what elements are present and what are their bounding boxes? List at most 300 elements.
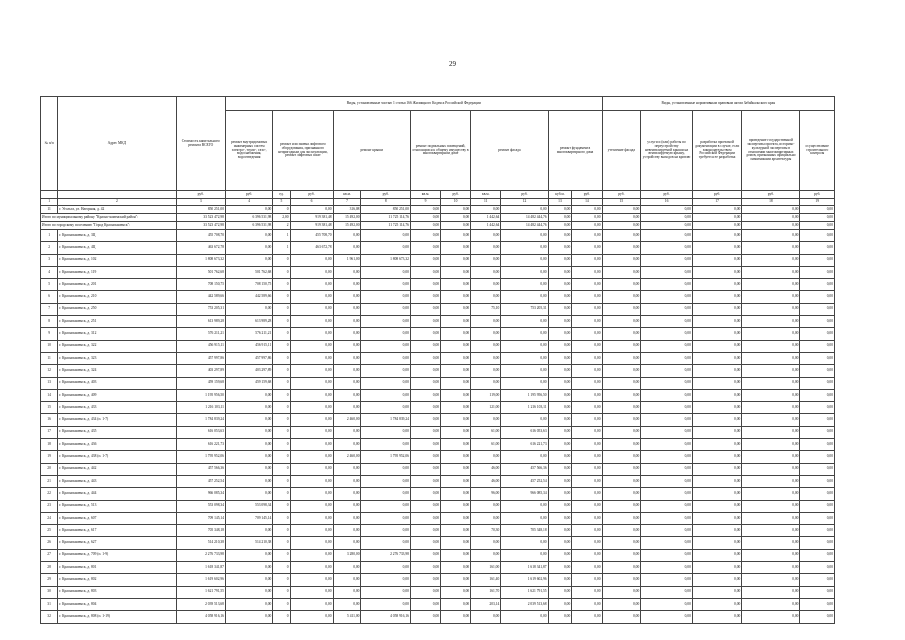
value-cell: 514 210,38 bbox=[225, 537, 272, 549]
value-cell: 0,00 bbox=[290, 365, 333, 377]
value-cell: 0,00 bbox=[501, 451, 548, 463]
value-cell: 14 482 444,76 bbox=[501, 214, 548, 222]
value-cell: 0,00 bbox=[441, 340, 471, 352]
address-cell: г. Краснокаменск, д. 513 bbox=[58, 500, 176, 512]
value-cell: 0 bbox=[273, 279, 290, 291]
value-cell: 1 216 103,11 bbox=[501, 402, 548, 414]
row-number: 1 bbox=[41, 230, 58, 242]
value-cell: 0,00 bbox=[602, 439, 641, 451]
value-cell: 0,00 bbox=[548, 512, 572, 524]
value-cell: 0,00 bbox=[742, 377, 800, 389]
value-cell: 0,00 bbox=[800, 475, 835, 487]
value-cell: 1 784 839,24 bbox=[176, 414, 225, 426]
value-cell: 0,00 bbox=[290, 328, 333, 340]
value-cell: 161,40 bbox=[471, 574, 501, 586]
value-cell: 0,00 bbox=[501, 537, 548, 549]
value-cell: 0,00 bbox=[410, 316, 440, 328]
value-cell: 1 621 791,55 bbox=[176, 586, 225, 598]
value-cell: 0,00 bbox=[602, 598, 641, 610]
page-number: 29 bbox=[449, 60, 456, 68]
value-cell: 0,00 bbox=[471, 266, 501, 278]
value-cell: 0,00 bbox=[641, 562, 693, 574]
col-header-foundation: ремонт фундамента многоквартирного дома bbox=[548, 111, 602, 191]
value-cell: 613 989,28 bbox=[225, 316, 272, 328]
value-cell: 46,00 bbox=[471, 475, 501, 487]
value-cell: 1 216 103,11 bbox=[176, 402, 225, 414]
value-cell: 0,00 bbox=[692, 463, 741, 475]
value-cell: 0,00 bbox=[333, 525, 361, 537]
value-cell: 457 252,54 bbox=[176, 475, 225, 487]
value-cell: 0,00 bbox=[290, 439, 333, 451]
table-row bbox=[41, 340, 835, 352]
value-cell: 0,00 bbox=[290, 266, 333, 278]
value-cell: 0,00 bbox=[290, 611, 333, 623]
value-cell: 0,00 bbox=[290, 463, 333, 475]
address-cell: г. Краснокаменск, д. 607 bbox=[58, 512, 176, 524]
value-cell: 0,00 bbox=[290, 316, 333, 328]
value-cell: 0,00 bbox=[548, 340, 572, 352]
value-cell: 0,00 bbox=[333, 365, 361, 377]
value-cell: 0,00 bbox=[361, 389, 410, 401]
value-cell: 0,00 bbox=[410, 500, 440, 512]
value-cell: 456 915,11 bbox=[225, 340, 272, 352]
table-row bbox=[41, 512, 835, 524]
value-cell: 0,00 bbox=[410, 525, 440, 537]
column-number-cell: 3 bbox=[176, 199, 225, 206]
value-cell: 0,00 bbox=[333, 598, 361, 610]
value-cell: 0,00 bbox=[410, 206, 440, 214]
value-cell: 0,00 bbox=[501, 206, 548, 214]
value-cell: 709 145,14 bbox=[176, 512, 225, 524]
value-cell: 0,00 bbox=[742, 389, 800, 401]
value-cell: 0,00 bbox=[361, 537, 410, 549]
value-cell: 0,00 bbox=[333, 266, 361, 278]
value-cell: 0,00 bbox=[225, 439, 272, 451]
value-cell: 0,00 bbox=[742, 549, 800, 561]
value-cell: 0 bbox=[273, 377, 290, 389]
value-cell: 0,00 bbox=[572, 303, 602, 315]
value-cell: 0,00 bbox=[225, 463, 272, 475]
table-row bbox=[41, 488, 835, 500]
value-cell: 0,00 bbox=[410, 611, 440, 623]
value-cell: 0,00 bbox=[333, 316, 361, 328]
value-cell: 0,00 bbox=[333, 291, 361, 303]
value-cell: 2 276 733,98 bbox=[361, 549, 410, 561]
value-cell: 0,00 bbox=[572, 611, 602, 623]
value-cell: 0,00 bbox=[692, 611, 741, 623]
value-cell: 0,00 bbox=[333, 475, 361, 487]
value-cell: 0,00 bbox=[290, 340, 333, 352]
value-cell: 0,00 bbox=[641, 214, 693, 222]
unit-cell: руб. bbox=[742, 191, 800, 199]
value-cell: 0,00 bbox=[410, 537, 440, 549]
value-cell: 0,00 bbox=[692, 414, 741, 426]
table-row bbox=[41, 402, 835, 414]
value-cell: 0,00 bbox=[641, 598, 693, 610]
value-cell: 0,00 bbox=[641, 279, 693, 291]
value-cell: 0,00 bbox=[441, 402, 471, 414]
value-cell: 0,00 bbox=[225, 254, 272, 266]
value-cell: 1 619 602,96 bbox=[176, 574, 225, 586]
value-cell: 0,00 bbox=[290, 291, 333, 303]
value-cell: 0,00 bbox=[333, 352, 361, 364]
value-cell: 753 205,31 bbox=[501, 303, 548, 315]
value-cell: 0,00 bbox=[602, 402, 641, 414]
unit-cell: руб. bbox=[290, 191, 333, 199]
table-row bbox=[41, 463, 835, 475]
value-cell: 0,00 bbox=[742, 316, 800, 328]
address-cell: г. Краснокаменск, д. 403 bbox=[58, 377, 176, 389]
row-number: 27 bbox=[41, 549, 58, 561]
value-cell: 0,00 bbox=[548, 279, 572, 291]
value-cell: 0,00 bbox=[333, 328, 361, 340]
value-cell: 0,00 bbox=[441, 598, 471, 610]
value-cell: 0,00 bbox=[641, 439, 693, 451]
value-cell: 0,00 bbox=[742, 463, 800, 475]
value-cell: 0,00 bbox=[572, 222, 602, 230]
value-cell: 0,00 bbox=[572, 352, 602, 364]
value-cell: 0,00 bbox=[333, 377, 361, 389]
value-cell: 0,00 bbox=[361, 230, 410, 242]
row-number: 11 bbox=[41, 206, 58, 214]
address-cell: г. Угольга, ул. Нагорная, д. 42 bbox=[58, 206, 176, 214]
value-cell: 0 bbox=[273, 291, 290, 303]
value-cell: 0,00 bbox=[548, 402, 572, 414]
value-cell: 0,00 bbox=[548, 586, 572, 598]
value-cell: 0,00 bbox=[602, 414, 641, 426]
value-cell: 0,00 bbox=[800, 328, 835, 340]
value-cell: 0,00 bbox=[800, 512, 835, 524]
value-cell: 0,00 bbox=[471, 340, 501, 352]
value-cell: 0,00 bbox=[501, 512, 548, 524]
address-cell: г. Краснокаменск, д. 803 bbox=[58, 586, 176, 598]
address-cell: г. Краснокаменск, д. 802 bbox=[58, 574, 176, 586]
value-cell: 0,00 bbox=[641, 537, 693, 549]
value-cell: 0,00 bbox=[692, 279, 741, 291]
value-cell: 0,00 bbox=[641, 512, 693, 524]
table-row bbox=[41, 549, 835, 561]
value-cell: 0,00 bbox=[572, 365, 602, 377]
value-cell: 0 bbox=[273, 463, 290, 475]
address-cell: г. Краснокаменск, д. 801 bbox=[58, 562, 176, 574]
value-cell: 0,00 bbox=[410, 230, 440, 242]
value-cell: 0,00 bbox=[290, 562, 333, 574]
value-cell: 0 bbox=[273, 549, 290, 561]
value-cell: 0,00 bbox=[742, 414, 800, 426]
value-cell: 0,00 bbox=[361, 316, 410, 328]
value-cell: 0,00 bbox=[410, 451, 440, 463]
value-cell: 61,00 bbox=[471, 426, 501, 438]
value-cell: 0,00 bbox=[333, 574, 361, 586]
col-header-construction-control: осуществление строительного контроля bbox=[800, 111, 835, 191]
value-cell: 0,00 bbox=[410, 389, 440, 401]
value-cell: 0,00 bbox=[441, 266, 471, 278]
value-cell: 0,00 bbox=[800, 279, 835, 291]
value-cell: 4 058 916,16 bbox=[176, 611, 225, 623]
value-cell: 0,00 bbox=[333, 512, 361, 524]
column-number-cell: 11 bbox=[471, 199, 501, 206]
value-cell: 0,00 bbox=[471, 230, 501, 242]
value-cell: 0,00 bbox=[800, 451, 835, 463]
value-cell: 0,00 bbox=[641, 328, 693, 340]
value-cell: 0,00 bbox=[602, 222, 641, 230]
value-cell: 1 808 673,32 bbox=[176, 254, 225, 266]
address-cell: Итого по муниципальному району "Красно-каменский район": bbox=[41, 214, 177, 222]
value-cell: 0,00 bbox=[471, 254, 501, 266]
value-cell: 1 bbox=[273, 230, 290, 242]
value-cell: 0 bbox=[273, 488, 290, 500]
value-cell: 0,00 bbox=[742, 303, 800, 315]
value-cell: 0,00 bbox=[692, 352, 741, 364]
row-number: 15 bbox=[41, 402, 58, 414]
value-cell: 0,00 bbox=[501, 377, 548, 389]
value-cell: 0,00 bbox=[548, 414, 572, 426]
value-cell: 0,00 bbox=[742, 230, 800, 242]
value-cell: 0,00 bbox=[361, 525, 410, 537]
value-cell: 0,00 bbox=[410, 488, 440, 500]
value-cell: 0,00 bbox=[742, 214, 800, 222]
value-cell: 0,00 bbox=[800, 340, 835, 352]
address-cell: г. Краснокаменск, д. 102 bbox=[58, 254, 176, 266]
value-cell: 1 195 956,50 bbox=[176, 389, 225, 401]
value-cell: 0,00 bbox=[290, 537, 333, 549]
value-cell: 2 276 733,98 bbox=[176, 549, 225, 561]
value-cell: 0,00 bbox=[800, 500, 835, 512]
unit-cell: ед. bbox=[273, 191, 290, 199]
value-cell: 2 bbox=[273, 222, 290, 230]
row-number: 30 bbox=[41, 586, 58, 598]
value-cell: 0,00 bbox=[441, 303, 471, 315]
value-cell: 0,00 bbox=[290, 389, 333, 401]
value-cell: 0,00 bbox=[441, 586, 471, 598]
value-cell: 966 085,34 bbox=[176, 488, 225, 500]
value-cell: 0,00 bbox=[290, 352, 333, 364]
value-cell: 1 618 341,87 bbox=[501, 562, 548, 574]
unit-cell: руб. bbox=[361, 191, 410, 199]
address-cell: г. Краснокаменск, д. 323 bbox=[58, 352, 176, 364]
value-cell: 0,00 bbox=[602, 389, 641, 401]
value-cell: 0,00 bbox=[410, 598, 440, 610]
value-cell: 850 251,00 bbox=[361, 206, 410, 214]
table-row bbox=[41, 279, 835, 291]
value-cell: 0,00 bbox=[290, 426, 333, 438]
value-cell: 0,00 bbox=[692, 549, 741, 561]
value-cell: 0,00 bbox=[602, 230, 641, 242]
value-cell: 501 762,68 bbox=[176, 266, 225, 278]
value-cell: 2,00 bbox=[273, 214, 290, 222]
table-row bbox=[41, 439, 835, 451]
value-cell: 0,00 bbox=[548, 303, 572, 315]
value-cell: 0,00 bbox=[501, 328, 548, 340]
value-cell: 0,00 bbox=[548, 525, 572, 537]
value-cell: 119,00 bbox=[471, 389, 501, 401]
row-number: 9 bbox=[41, 328, 58, 340]
value-cell: 0,00 bbox=[742, 562, 800, 574]
table-row bbox=[41, 500, 835, 512]
value-cell: 0,00 bbox=[692, 475, 741, 487]
value-cell: 0,00 bbox=[692, 254, 741, 266]
value-cell: 0,00 bbox=[548, 500, 572, 512]
value-cell: 1 795 952,06 bbox=[361, 451, 410, 463]
value-cell: 70,30 bbox=[471, 525, 501, 537]
value-cell: 0,00 bbox=[692, 500, 741, 512]
value-cell: 0,00 bbox=[441, 254, 471, 266]
row-number: 10 bbox=[41, 340, 58, 352]
value-cell: 0,00 bbox=[602, 426, 641, 438]
row-number: 23 bbox=[41, 500, 58, 512]
value-cell: 0,00 bbox=[290, 303, 333, 315]
value-cell: 0,00 bbox=[602, 303, 641, 315]
value-cell: 0,00 bbox=[692, 426, 741, 438]
value-cell: 0,00 bbox=[742, 525, 800, 537]
column-number-cell: 13 bbox=[548, 199, 572, 206]
value-cell: 0,00 bbox=[361, 291, 410, 303]
value-cell: 616 053,63 bbox=[501, 426, 548, 438]
value-cell: 0,00 bbox=[290, 402, 333, 414]
value-cell: 0,00 bbox=[410, 463, 440, 475]
value-cell: 0,00 bbox=[548, 242, 572, 254]
value-cell: 0,00 bbox=[441, 574, 471, 586]
value-cell: 0,00 bbox=[641, 611, 693, 623]
value-cell: 0,00 bbox=[225, 303, 272, 315]
value-cell: 0,00 bbox=[410, 586, 440, 598]
value-cell: 0,00 bbox=[692, 574, 741, 586]
value-cell: 0,00 bbox=[548, 328, 572, 340]
value-cell: 0,00 bbox=[361, 439, 410, 451]
value-cell: 0,00 bbox=[692, 451, 741, 463]
value-cell: 0,00 bbox=[410, 439, 440, 451]
value-cell: 2 460,00 bbox=[333, 451, 361, 463]
value-cell: 0,00 bbox=[602, 377, 641, 389]
value-cell: 0,00 bbox=[641, 463, 693, 475]
value-cell: 850 251,00 bbox=[176, 206, 225, 214]
row-number: 19 bbox=[41, 451, 58, 463]
value-cell: 0,00 bbox=[548, 574, 572, 586]
value-cell: 161,70 bbox=[471, 586, 501, 598]
value-cell: 0,00 bbox=[501, 291, 548, 303]
value-cell: 0,00 bbox=[548, 365, 572, 377]
value-cell: 0,00 bbox=[441, 206, 471, 214]
row-number: 18 bbox=[41, 439, 58, 451]
value-cell: 0,00 bbox=[602, 291, 641, 303]
value-cell: 0,00 bbox=[602, 537, 641, 549]
value-cell: 0,00 bbox=[410, 414, 440, 426]
value-cell: 0,00 bbox=[692, 537, 741, 549]
table-row bbox=[41, 537, 835, 549]
value-cell: 0,00 bbox=[800, 214, 835, 222]
value-cell: 0,00 bbox=[800, 439, 835, 451]
value-cell: 5 411,00 bbox=[333, 611, 361, 623]
value-cell: 0,00 bbox=[548, 463, 572, 475]
capital-repair-table bbox=[40, 96, 835, 624]
value-cell: 514 210,38 bbox=[176, 537, 225, 549]
value-cell: 0,00 bbox=[800, 352, 835, 364]
value-cell: 0,00 bbox=[290, 377, 333, 389]
value-cell: 0,00 bbox=[572, 475, 602, 487]
value-cell: 0,00 bbox=[441, 214, 471, 222]
value-cell: 0,00 bbox=[692, 562, 741, 574]
value-cell: 0,00 bbox=[572, 574, 602, 586]
value-cell: 0,00 bbox=[471, 414, 501, 426]
value-cell: 0,00 bbox=[641, 586, 693, 598]
value-cell: 0,00 bbox=[471, 611, 501, 623]
value-cell: 966 085,34 bbox=[501, 488, 548, 500]
value-cell: 0,00 bbox=[742, 488, 800, 500]
value-cell: 0,00 bbox=[410, 402, 440, 414]
value-cell: 0,00 bbox=[361, 598, 410, 610]
value-cell: 501 762,68 bbox=[225, 266, 272, 278]
address-cell: г. Краснокаменск, д. 324 bbox=[58, 365, 176, 377]
value-cell: 0,00 bbox=[641, 303, 693, 315]
value-cell: 0,00 bbox=[572, 377, 602, 389]
value-cell: 0,00 bbox=[501, 611, 548, 623]
value-cell: 403 297,89 bbox=[176, 365, 225, 377]
value-cell: 0,00 bbox=[225, 586, 272, 598]
unit-cell: руб. bbox=[441, 191, 471, 199]
value-cell: 0,00 bbox=[225, 488, 272, 500]
value-cell: 0,00 bbox=[742, 206, 800, 214]
value-cell: 0,00 bbox=[692, 222, 741, 230]
value-cell: 0,00 bbox=[225, 206, 272, 214]
value-cell: 0,00 bbox=[742, 426, 800, 438]
value-cell: 0,00 bbox=[548, 222, 572, 230]
value-cell: 0,00 bbox=[800, 611, 835, 623]
summary-row bbox=[41, 214, 835, 222]
value-cell: 0,00 bbox=[742, 475, 800, 487]
col-header-roof: ремонт крыши bbox=[333, 111, 410, 191]
value-cell: 0,00 bbox=[572, 549, 602, 561]
value-cell: 1 808 673,32 bbox=[361, 254, 410, 266]
value-cell: 0,00 bbox=[548, 389, 572, 401]
value-cell: 0,00 bbox=[641, 254, 693, 266]
value-cell: 0,00 bbox=[742, 586, 800, 598]
value-cell: 0,00 bbox=[572, 242, 602, 254]
value-cell: 0,00 bbox=[800, 303, 835, 315]
value-cell: 0,00 bbox=[441, 451, 471, 463]
row-number: 2 bbox=[41, 242, 58, 254]
value-cell: 1 784 839,24 bbox=[361, 414, 410, 426]
value-cell: 0,00 bbox=[572, 512, 602, 524]
value-cell: 0,00 bbox=[641, 475, 693, 487]
value-cell: 0 bbox=[273, 439, 290, 451]
value-cell: 0,00 bbox=[361, 365, 410, 377]
address-cell: г. Краснокаменск, д. 119 bbox=[58, 266, 176, 278]
value-cell: 0,00 bbox=[641, 291, 693, 303]
value-cell: 0,00 bbox=[548, 537, 572, 549]
value-cell: 705 348,18 bbox=[501, 525, 548, 537]
value-cell: 0,00 bbox=[548, 291, 572, 303]
value-cell: 0,00 bbox=[333, 340, 361, 352]
value-cell: 0,00 bbox=[742, 365, 800, 377]
value-cell: 0,00 bbox=[441, 537, 471, 549]
row-number: 21 bbox=[41, 475, 58, 487]
column-number-cell: 18 bbox=[742, 199, 800, 206]
value-cell: 0,00 bbox=[641, 365, 693, 377]
address-cell: г. Краснокаменск, д. 443 bbox=[58, 475, 176, 487]
value-cell: 0,00 bbox=[800, 316, 835, 328]
value-cell: 6 396 531,98 bbox=[225, 222, 272, 230]
value-cell: 0,00 bbox=[800, 463, 835, 475]
value-cell: 0,00 bbox=[602, 488, 641, 500]
value-cell: 613 989,28 bbox=[176, 316, 225, 328]
value-cell: 0,00 bbox=[572, 230, 602, 242]
row-number: 4 bbox=[41, 266, 58, 278]
value-cell: 0,00 bbox=[290, 500, 333, 512]
value-cell: 0,00 bbox=[692, 230, 741, 242]
value-cell: 0,00 bbox=[501, 230, 548, 242]
value-cell: 0,00 bbox=[548, 316, 572, 328]
value-cell: 0,00 bbox=[602, 500, 641, 512]
